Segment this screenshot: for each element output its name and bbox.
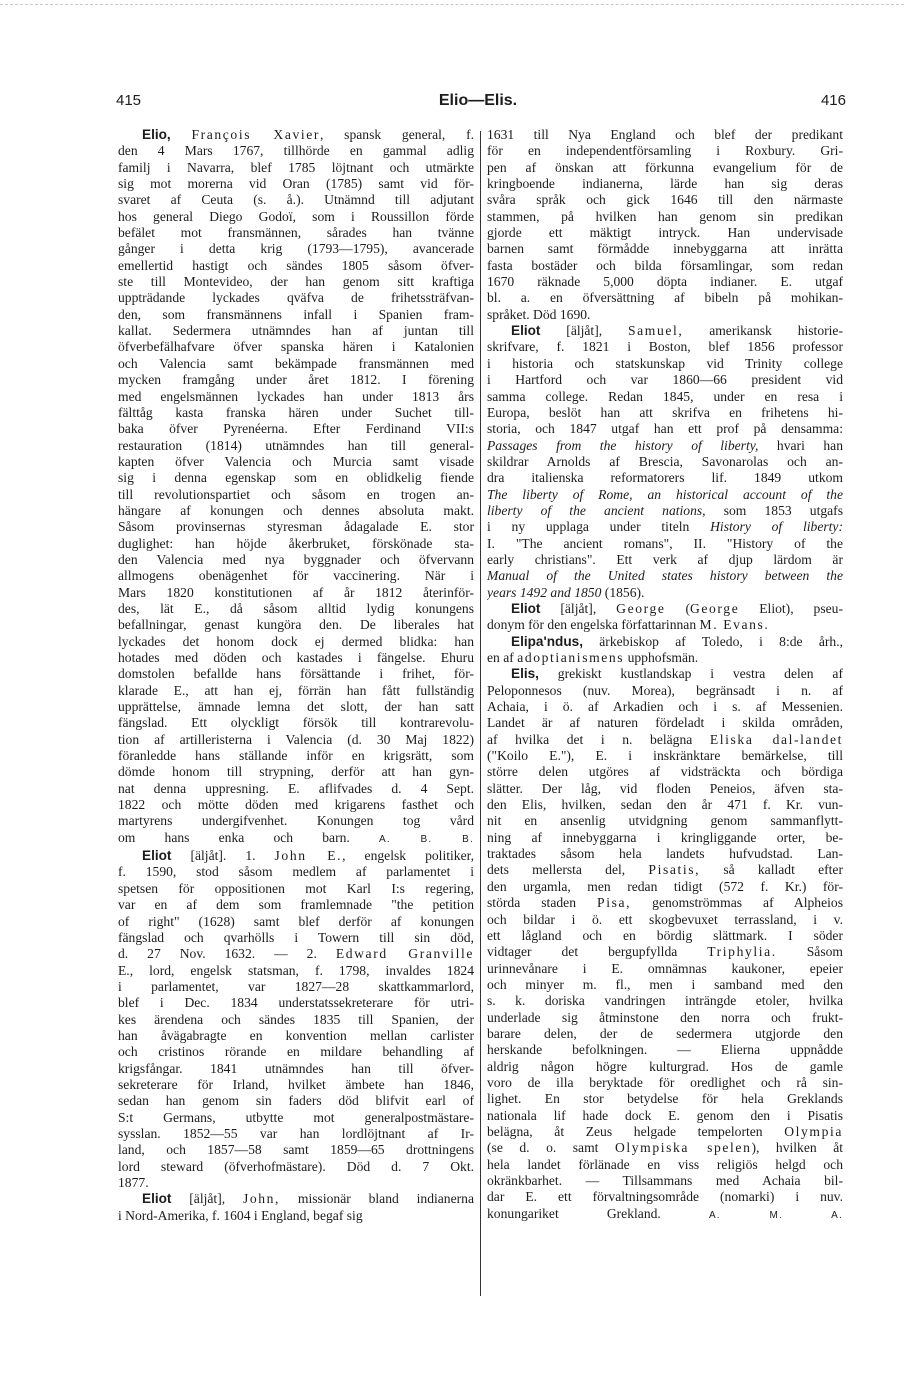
text-line: barare delen, der de sedermera utgjorde den (487, 1025, 843, 1041)
text-line: svåra språk och gick 1646 till den närmaste (487, 192, 843, 208)
text-line: befallningar, genast kungöra den. De liberales hat (118, 617, 474, 633)
text-line: Landet är af naturen fördeladt i skilda områden, (487, 715, 843, 731)
text-line: Elipa'ndus, ärkebiskop af Toledo, i 8:de årh., (511, 633, 843, 649)
text-line: lyckades det honom dock ej dermed blidka: han (118, 633, 474, 649)
page-number-left: 415 (116, 92, 142, 109)
text-line: martyrens undergifvenhet. Konungen tog vård (118, 813, 474, 829)
text-line: 1670 räknade 5,000 döpta indianer. E. utgaf (487, 274, 843, 290)
text-line: domstolen befallde hans försättande i frihet, för- (118, 666, 474, 682)
text-line: emellertid hastigt och sändes 1805 såsom öfver- (118, 257, 474, 273)
text-line: dar E. ett förvaltningsområde (nomarki) i nuv. (487, 1189, 843, 1205)
text-line: Elio, François Xavier, spansk general, f. (142, 127, 474, 142)
text-line: Eliot [äljåt], George (George Eliot), pseu- (511, 600, 843, 616)
text-line: i historia och statskunskap vid Trinity college (487, 355, 843, 371)
text-line: des, lät E., då såsom alltid lydig konungens (118, 600, 474, 616)
text-line: hängare af konungen och dennes absoluta makt. (118, 502, 474, 518)
text-line: med engelsmännen lyckades han under 1813 års (118, 388, 474, 404)
text-line: Europa, beslöt han att skrifva en frihetens hi- (487, 404, 843, 420)
text-line: duglighet: han höjde åkerbruket, förskönade sta- (118, 535, 474, 551)
text-line: i Hartford och var 1860—66 president vid (487, 372, 843, 388)
text-line: voro de illa beryktade för oredlighet och rå sin- (487, 1074, 843, 1090)
text-line: Mars 1820 konstitutionen af år 1812 återinför- (118, 584, 474, 600)
text-line: i Nord-Amerika, f. 1604 i England, begaf sig (118, 1207, 363, 1223)
text-line: upprättelse, ämnade lemna det slott, der han satt (118, 699, 474, 715)
text-line: nationala lif hade dock E. genom den i Pisatis (487, 1107, 843, 1123)
text-line: ning af innebyggarna i kringliggande orter, be- (487, 829, 843, 845)
text-line: I. "The ancient romans", II. "History of the (487, 535, 843, 551)
text-line: Passages from the history of liberty, hvari han (487, 437, 843, 453)
text-line: okränkbarhet. — Tillsammans med Achaia bil- (487, 1173, 843, 1188)
page-number-right: 416 (820, 92, 846, 109)
column-divider (480, 131, 481, 1296)
text-line: nit en ansenlig utvidgning genom sammanflytt- (487, 813, 843, 829)
text-line: dömde honom till strypning, derför att han gyn- (118, 764, 474, 780)
text-line: mycken framgång under året 1812. I förening (118, 372, 474, 388)
text-line: blef i Dec. 1834 understatssekreterare för utri- (118, 995, 474, 1011)
text-line: krigsfångar. 1841 utnämndes han till öfver- (118, 1060, 474, 1076)
text-line: s. k. doriska vandringen inträngde etoler, hvilka (487, 993, 843, 1009)
text-line: d. 27 Nov. 1632. — 2. Edward Granville (118, 946, 474, 962)
text-line: sysslan. 1852—55 var han lordlöjtnant af Ir- (118, 1125, 474, 1141)
text-line: familj i Navarra, blef 1785 löjtnant och utmärkte (118, 159, 474, 175)
text-line: belägna, åt Zeus helgade tempelorten Olympia (487, 1123, 843, 1139)
text-line: dets mellersta del, Pisatis, så kalladt efter (487, 862, 843, 878)
text-line: och cristinos rörande en mildare behandling af (118, 1044, 474, 1060)
scan-edge-line (0, 4, 904, 6)
running-title: Elio—Elis. (438, 92, 518, 109)
text-line: ste till Montevideo, der han genom sitt kraftiga (118, 274, 474, 290)
text-line: restauration (1814) utnämndes han till general- (118, 437, 474, 453)
text-line: svaret af Ceuta (s. å.). Utnämnd till adjutant (118, 192, 474, 208)
text-line: uppträdande lyckades qväfva de frihetssträfvan- (118, 290, 474, 306)
text-line: f. 1590, stod såsom medlem af parlamentet i (118, 864, 474, 880)
text-line: Eliot [äljåt]. 1. John E., engelsk politiker, (142, 848, 474, 864)
text-line: den Elis, hvilken, sedan den år 471 f. Kr. vun- (487, 797, 843, 813)
text-line: sekreterare för Irland, hvilket ämbete han 1846, (118, 1076, 474, 1092)
text-line: nat denna uppresning. E. aflifvades d. 4 Sept. (118, 780, 474, 796)
text-line: kringboende indianerna, lärde han sig deras (487, 176, 843, 192)
text-line: sig mot morerna vid Oran (1785) samt vid för- (118, 176, 474, 192)
right-column (487, 127, 843, 1224)
text-line: tion af artilleristerna i Valencia (d. 30 Maj 1822) (118, 731, 474, 747)
text-line: den Valencia med nya byggnader och öfvervann (118, 551, 474, 567)
text-line: skrifvare, f. 1821 i Boston, blef 1856 professor (487, 339, 843, 355)
text-line: hos general Diego Godoï, som i Roussillon förde (118, 208, 474, 224)
text-line: den 4 Mars 1767, tillhörde en gammal adlig (118, 143, 474, 159)
text-line: han åvägabragte en konvention mellan carlister (118, 1027, 474, 1043)
text-line: kallat. Sedermera utnämndes han af juntan till (118, 323, 474, 339)
text-line: vidtager det bergupfyllda Triphylia. Såsom (487, 944, 843, 960)
text-line: en af adoptianismens upphofsmän. (487, 650, 699, 665)
text-line: befälet mot fransmännen, sårades han tvänne (118, 225, 474, 241)
text-line: Manual of the United states history between the (487, 568, 843, 584)
text-line: 1877. (118, 1175, 149, 1190)
text-line: om hans enka och barn. A. B. B. (118, 829, 474, 845)
text-line: kapten öfver Valencia och Murcia samt visade (118, 453, 474, 469)
text-line: fälttåg kasta franska hären under Suchet till- (118, 404, 474, 420)
text-line: land, och 1857—58 samt 1859—65 drottningens (118, 1142, 474, 1158)
text-line: years 1492 and 1850 (1856). (487, 584, 645, 600)
text-line: fasta bostäder och bilda församlingar, som redan (487, 257, 843, 273)
text-line: fängslad och qvarhölls i Towern till sin död, (118, 929, 474, 945)
text-line: ett lågland och en bördig slättmark. I söder (487, 927, 843, 943)
text-line: gånger i detta krig (1793—1795), avancerade (118, 241, 474, 257)
text-line: samma college. Redan 1845, under en resa i (487, 388, 843, 404)
text-line: allmogens obenägenhet för vaccinering. När i (118, 568, 474, 584)
text-line: Eliot [äljåt], John, missionär bland indianerna (142, 1191, 474, 1207)
text-line: S:t Germans, utbytte mot generalpostmästare- (118, 1109, 474, 1125)
text-line: hotades med döden och kastades i fängelse. Ehuru (118, 650, 474, 665)
text-line: sig i denna egenskap som en oblidkelig fiende (118, 470, 474, 486)
text-line: herskande befolkningen. — Elierna uppnådde (487, 1042, 843, 1058)
text-line: lighet. En stor betydelse för hela Greklands (487, 1091, 843, 1107)
text-line: Peloponnesos (nuv. Morea), begränsadt i n. af (487, 682, 843, 698)
text-line: af hvilka det i n. belägna Eliska dal-landet (487, 731, 843, 747)
text-line: traktades såsom hela landets hufvudstad. Lan- (487, 846, 843, 862)
text-line: underlade sig åtminstone den norra och frukt- (487, 1009, 843, 1025)
text-line: baka öfver Pyrenéerna. Efter Ferdinand VII:s (118, 421, 474, 437)
text-line: den urgamla, men redan tidigt (572 f. Kr.) för- (487, 878, 843, 894)
left-column (118, 127, 474, 1224)
text-line: pen af önskan att förkunna evangelium för de (487, 159, 843, 175)
text-line: urinnevånare i E. omnämnas kaukoner, epeier (487, 960, 843, 976)
text-line: spetsen för oppositionen mot Karl I:s regering, (118, 880, 474, 896)
text-line: dra italienska reformatorers lif. 1849 utkom (487, 470, 843, 486)
text-line: donym för den engelska författarinnan M. Evans. (487, 617, 770, 633)
text-line: konungariket Grekland. A. M. A. (487, 1205, 843, 1221)
text-line: hela landet förlänade en viss religiös helgd och (487, 1156, 843, 1172)
text-line: E., lord, engelsk statsman, f. 1798, invaldes 1824 (118, 962, 474, 978)
text-line: aldrig någon högre kulturgrad. Hos de gamle (487, 1058, 843, 1074)
author-signature: A. M. A. (708, 1209, 843, 1221)
text-line: skildrar Arnolds af Brescia, Savonarolas och an- (487, 453, 843, 469)
text-line: den, som fransmännens infall i Spanien fram- (118, 306, 474, 322)
text-line: språket. Död 1690. (487, 306, 591, 322)
text-line: fängslad. Ett olyckligt försök till kontrarevolu- (118, 715, 474, 731)
text-line: störda staden Pisa, genomströmmas af Alpheios (487, 895, 843, 911)
text-line: 1822 och mötte döden med krigarens fasthet och (118, 797, 474, 813)
text-line: early christians". Ett verk af djup lärdom är (487, 551, 843, 567)
text-line: till revolutionspartiet och såsom en trogen an- (118, 486, 474, 502)
text-line: stammen, på hvilken han genom sin predikan (487, 208, 843, 224)
text-line: Achaia, i ö. af Arkadien och i s. af Messenien. (487, 699, 843, 715)
text-line: lord steward (öfverhofmästare). Död d. 7 Okt. (118, 1158, 474, 1174)
text-line: och Valencia samt bekämpade fransmännen med (118, 355, 474, 371)
text-line: för en independentförsamling i Roxbury. Gri- (487, 143, 843, 159)
text-line: of right" (1628) samt blef derför af konungen (118, 913, 474, 929)
text-line: gjorde ett mäktigt intryck. Han undervisade (487, 225, 843, 241)
text-line: slätter. Der låg, vid floden Peneios, äfven sta- (487, 780, 843, 796)
text-line: öfverbefälhafvare öfver spanska hären i Katalonien (118, 339, 474, 355)
text-line: och minyer m. fl., men i samband med den (487, 976, 843, 992)
page-header (110, 92, 846, 116)
text-line: föranledde hans ställande inför en krigsrätt, som (118, 748, 474, 764)
text-line: Såsom provinsernas styresman ådagalade E. stor (118, 519, 474, 535)
text-line: 1631 till Nya England och blef der predikant (487, 127, 843, 142)
author-signature: A. B. B. (378, 833, 474, 845)
text-line: var en af dem som framlemnade "the petition (118, 897, 474, 913)
text-line: i ny upplaga under titeln History of liberty: (487, 519, 843, 535)
text-line: och bildar i ö. ett skogbevuxet terrassland, i v. (487, 911, 843, 927)
text-line: Elis, grekiskt kustlandskap i vestra delen af (511, 666, 843, 682)
text-line: (se d. o. samt Olympiska spelen), hvilken åt (487, 1140, 843, 1156)
text-line: bl. a. en öfversättning af bibeln på mohikan- (487, 290, 843, 306)
text-line: klarade E., att han ej, förrän han fått fullständig (118, 682, 474, 698)
text-line: liberty of the ancient nations, som 1853 utgafs (487, 502, 843, 518)
text-line: ("Koilo E."), E. i inskränktare bemärkelse, till (487, 748, 843, 764)
text-line: i parlamentet, var 1827—28 skattkammarlord, (118, 978, 474, 994)
text-line: sedan han genom sin faders död blifvit earl of (118, 1093, 474, 1109)
text-line: kes ärendena och sändes 1835 till Spanien, der (118, 1011, 474, 1027)
text-line: större delen utgöres af vidsträckta och bördiga (487, 764, 843, 780)
text-line: Eliot [äljåt], Samuel, amerikansk historie- (511, 323, 843, 339)
text-line: barnen samt förmådde innebyggarna att inrätta (487, 241, 843, 257)
text-line: storia, och 1847 utgaf han ett prof på densamma: (487, 421, 843, 437)
text-line: The liberty of Rome, an historical account of the (487, 486, 843, 502)
